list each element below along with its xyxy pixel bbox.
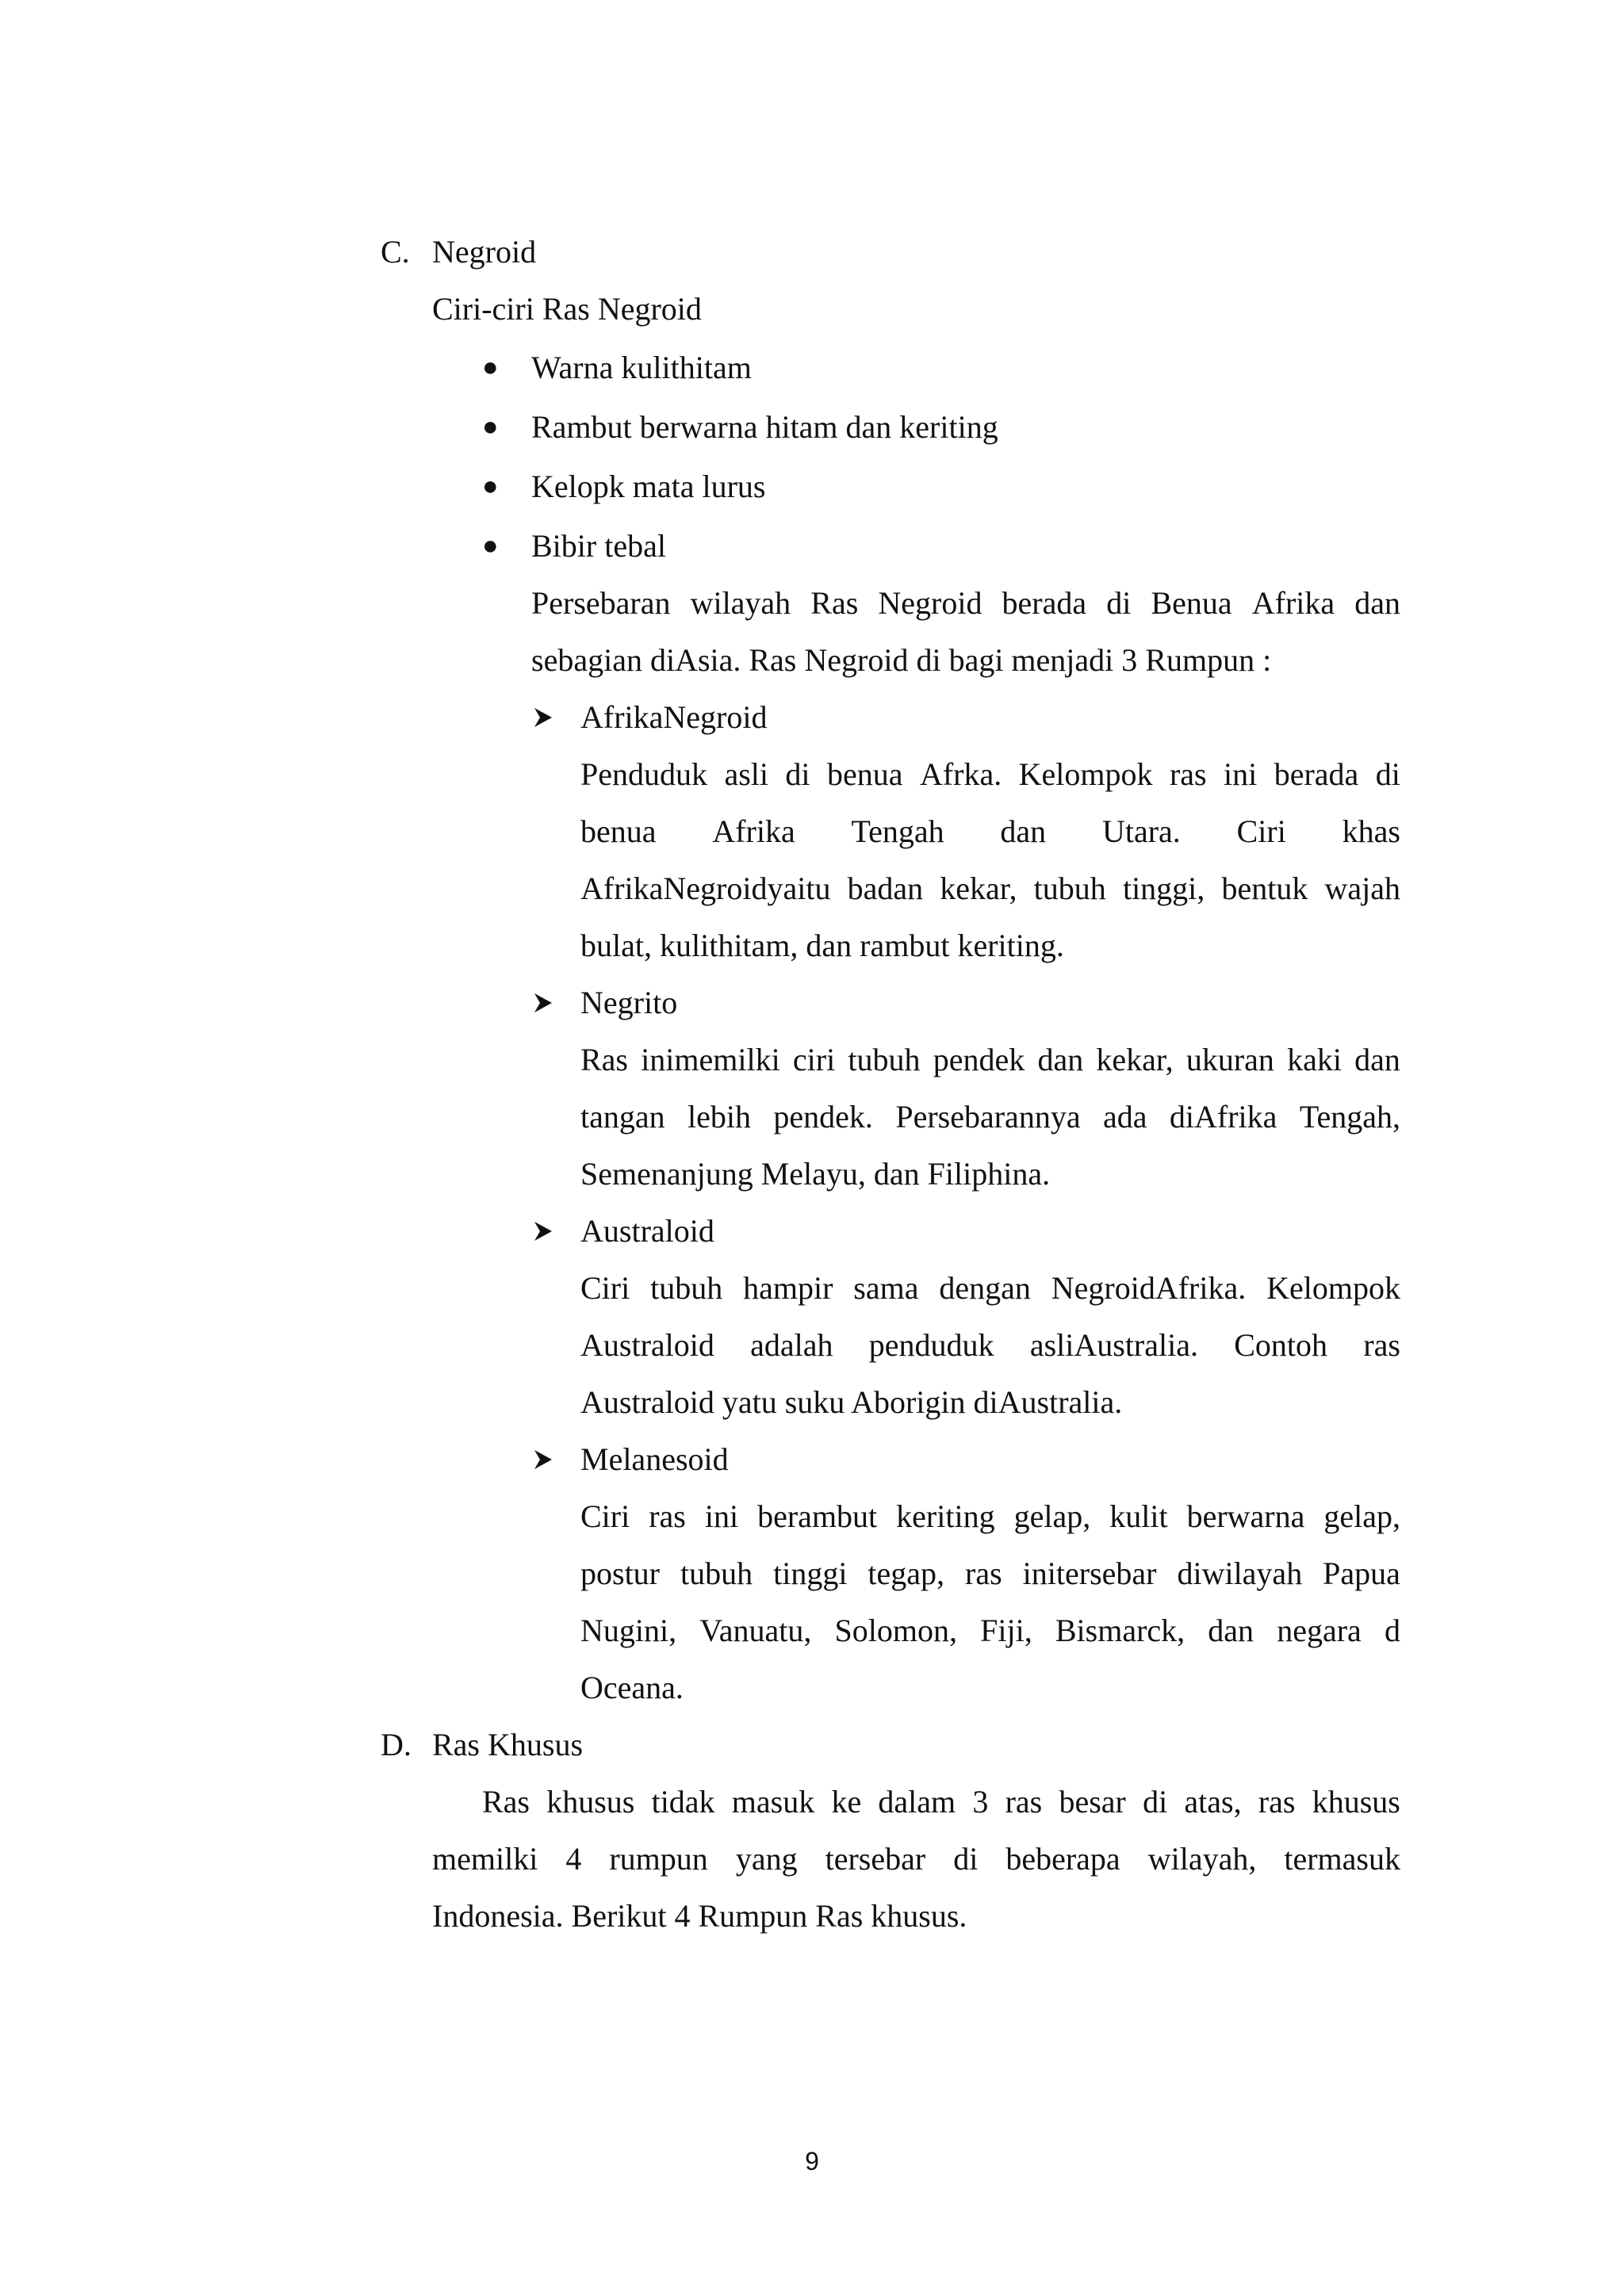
rumpun-line: postur tubuh tinggi tegap, ras initersebar diwilayah Papua	[580, 1556, 1400, 1591]
section-d-line: memilki 4 rumpun yang tersebar di beberapa wilayah, termasuk	[432, 1841, 1400, 1877]
rumpun-line: Penduduk asli di benua Afrka. Kelompok ras ini berada di	[580, 756, 1400, 792]
rumpun-title: Australoid	[580, 1213, 714, 1249]
section-d-label: D.	[381, 1727, 412, 1762]
bullet-item: Warna kulithitam	[531, 350, 752, 385]
section-d-line: Ras khusus tidak masuk ke dalam 3 ras besar di atas, ras khusus	[482, 1784, 1400, 1820]
rumpun-line: benua Afrika Tengah dan Utara. Ciri khas	[580, 813, 1400, 849]
bullet-dot: ●	[482, 353, 499, 382]
section-c-title: Negroid	[432, 234, 537, 270]
arrow-bullet-icon	[533, 1212, 553, 1250]
section-c-label: C.	[381, 234, 410, 270]
rumpun-line: tangan lebih pendek. Persebarannya ada diAfrika Tengah,	[580, 1099, 1400, 1135]
section-c-subtitle: Ciri-ciri Ras Negroid	[432, 291, 702, 327]
rumpun-line: Ras inimemilki ciri tubuh pendek dan kekar, ukuran kaki dan	[580, 1042, 1400, 1077]
bullet-dot: ●	[482, 531, 499, 561]
rumpun-line: Ciri tubuh hampir sama dengan NegroidAfrika. Kelompok	[580, 1270, 1400, 1306]
rumpun-line: Oceana.	[580, 1670, 684, 1705]
rumpun-title: AfrikaNegroid	[580, 699, 768, 735]
rumpun-line: Australoid yatu suku Aborigin diAustralia.	[580, 1384, 1123, 1420]
page-number: 9	[805, 2147, 819, 2175]
arrow-bullet-icon	[533, 1441, 553, 1479]
arrow-bullet-icon	[533, 984, 553, 1022]
rumpun-title: Melanesoid	[580, 1441, 729, 1477]
bullet-dot: ●	[482, 472, 499, 501]
persebaran-line: sebagian diAsia. Ras Negroid di bagi menjadi 3 Rumpun :	[531, 642, 1272, 678]
rumpun-line: Ciri ras ini berambut keriting gelap, kulit berwarna gelap,	[580, 1498, 1400, 1534]
rumpun-line: Australoid adalah penduduk asliAustralia. Contoh ras	[580, 1327, 1400, 1363]
rumpun-line: Nugini, Vanuatu, Solomon, Fiji, Bismarck, dan negara d	[580, 1613, 1400, 1648]
section-d-title: Ras Khusus	[432, 1727, 584, 1762]
section-d-line: Indonesia. Berikut 4 Rumpun Ras khusus.	[432, 1898, 967, 1934]
bullet-item: Kelopk mata lurus	[531, 469, 766, 504]
bullet-item: Rambut berwarna hitam dan keriting	[531, 409, 998, 445]
rumpun-line: Semenanjung Melayu, dan Filiphina.	[580, 1156, 1051, 1192]
rumpun-title: Negrito	[580, 985, 678, 1020]
bullet-dot: ●	[482, 412, 499, 442]
bullet-item: Bibir tebal	[531, 528, 666, 564]
rumpun-line: AfrikaNegroidyaitu badan kekar, tubuh tinggi, bentuk wajah	[580, 871, 1400, 906]
rumpun-line: bulat, kulithitam, dan rambut keriting.	[580, 928, 1064, 963]
persebaran-line: Persebaran wilayah Ras Negroid berada di Benua Afrika dan	[531, 585, 1400, 621]
arrow-bullet-icon	[533, 698, 553, 737]
